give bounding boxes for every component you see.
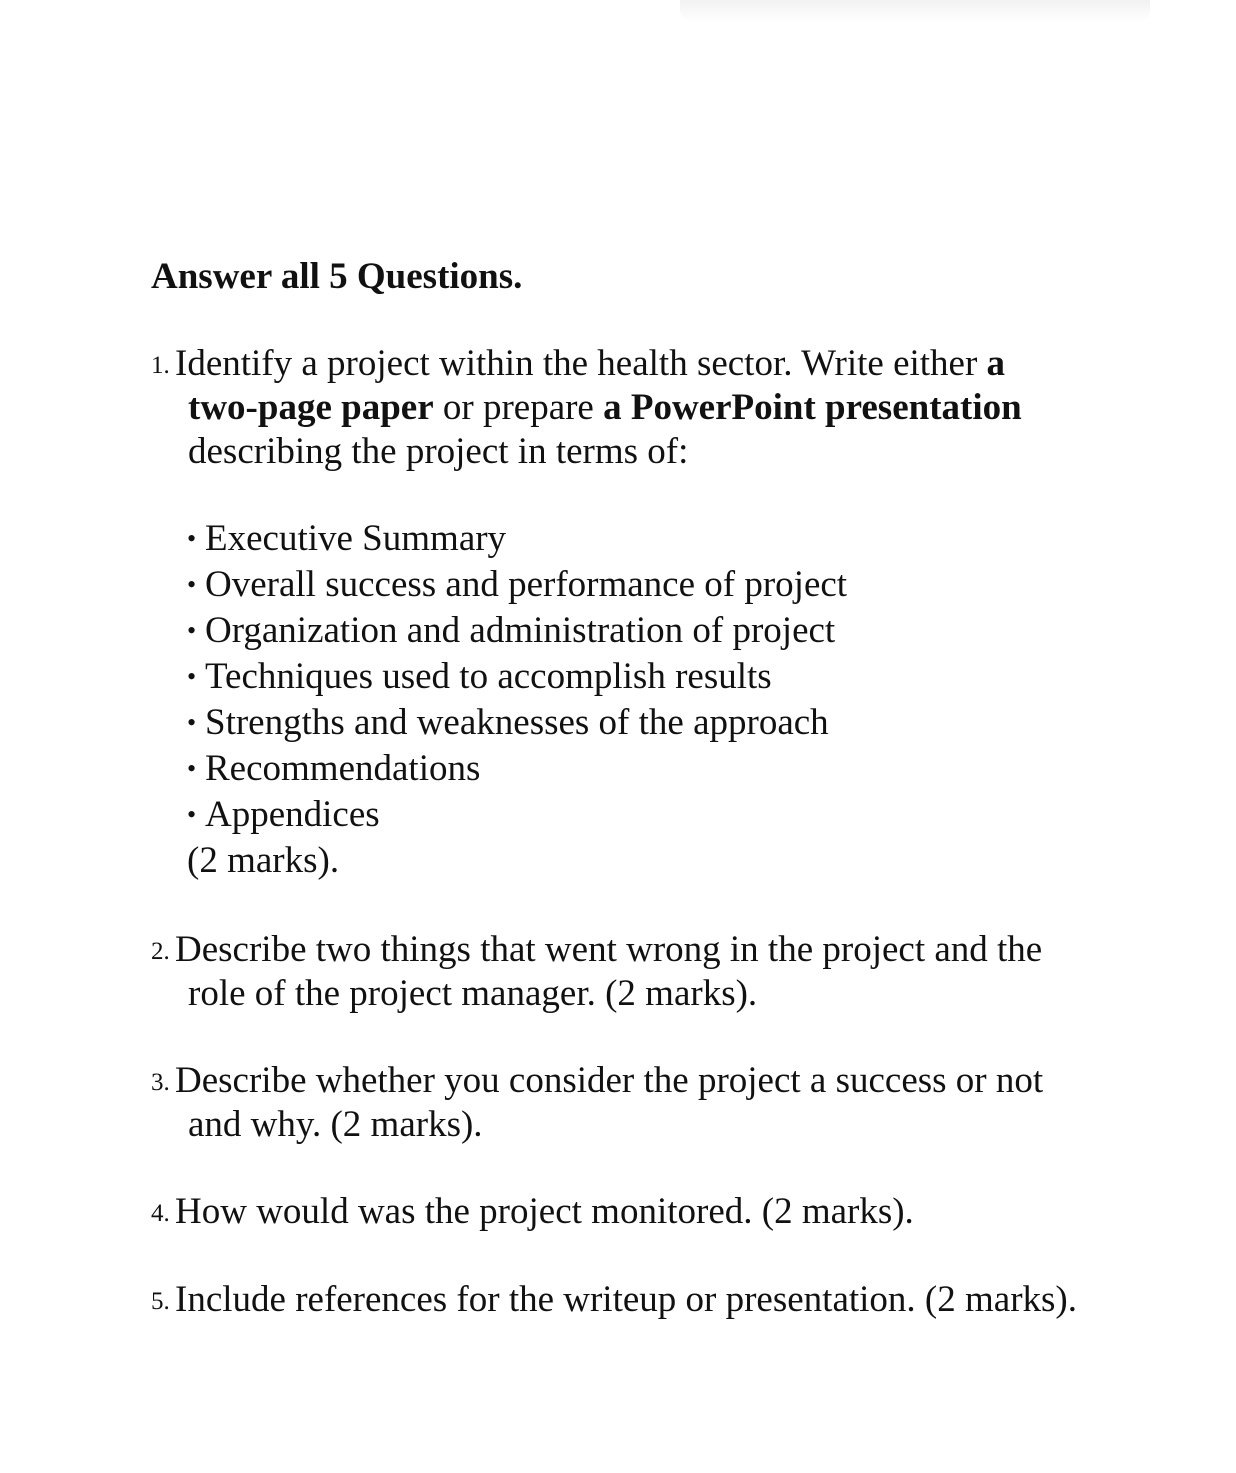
- q1-text-c: describing the project in terms of:: [188, 431, 689, 472]
- q1-bullet-list: [187, 516, 847, 838]
- bullet-icon: •: [187, 524, 197, 553]
- question-3: [151, 1059, 1151, 1147]
- page-heading: Answer all 5 Questions.: [151, 256, 523, 297]
- question-number: 2.: [151, 938, 170, 965]
- question-number: 5.: [151, 1288, 170, 1315]
- list-item: • Overall success and performance of project: [187, 562, 847, 608]
- q2-line-2: role of the project manager. (2 marks).: [188, 973, 758, 1014]
- question-number: 4.: [151, 1200, 170, 1227]
- q1-bold-c: a PowerPoint presentation: [603, 387, 1022, 428]
- q3-line-1: Describe whether you consider the project a success or not: [175, 1060, 1044, 1101]
- bullet-icon: •: [187, 662, 197, 691]
- top-shadow-decoration: [680, 0, 1150, 22]
- q5-line-1: Include references for the writeup or presentation. (2 marks).: [175, 1279, 1078, 1320]
- list-item: • Executive Summary: [187, 516, 847, 562]
- question-number: 3.: [151, 1069, 170, 1096]
- list-item: • Strengths and weaknesses of the approach: [187, 700, 847, 746]
- question-4: [151, 1190, 1151, 1234]
- list-item: • Organization and administration of project: [187, 608, 847, 654]
- q1-text-a: Identify a project within the health sector. Write either: [175, 343, 987, 384]
- question-5: [151, 1278, 1151, 1322]
- question-2: [151, 928, 1151, 1016]
- q1-bold-a: a: [986, 343, 1006, 384]
- q1-text-b: or prepare: [433, 387, 604, 428]
- bullet-icon: •: [187, 570, 197, 599]
- q2-line-1: Describe two things that went wrong in the project and the: [175, 929, 1043, 970]
- list-item: • Appendices: [187, 792, 847, 838]
- bullet-icon: •: [187, 616, 197, 645]
- bullet-icon: •: [187, 708, 197, 737]
- q1-bold-b: two-page paper: [188, 387, 434, 428]
- q4-line-1: How would was the project monitored. (2 marks).: [175, 1191, 914, 1232]
- question-1: [151, 342, 1151, 474]
- list-item: • Recommendations: [187, 746, 847, 792]
- bullet-icon: •: [187, 754, 197, 783]
- list-item: • Techniques used to accomplish results: [187, 654, 847, 700]
- q1-marks: (2 marks).: [187, 840, 340, 881]
- q3-line-2: and why. (2 marks).: [188, 1104, 483, 1145]
- question-1-text: [175, 342, 1151, 386]
- question-number: 1.: [151, 352, 170, 379]
- bullet-icon: •: [187, 800, 197, 829]
